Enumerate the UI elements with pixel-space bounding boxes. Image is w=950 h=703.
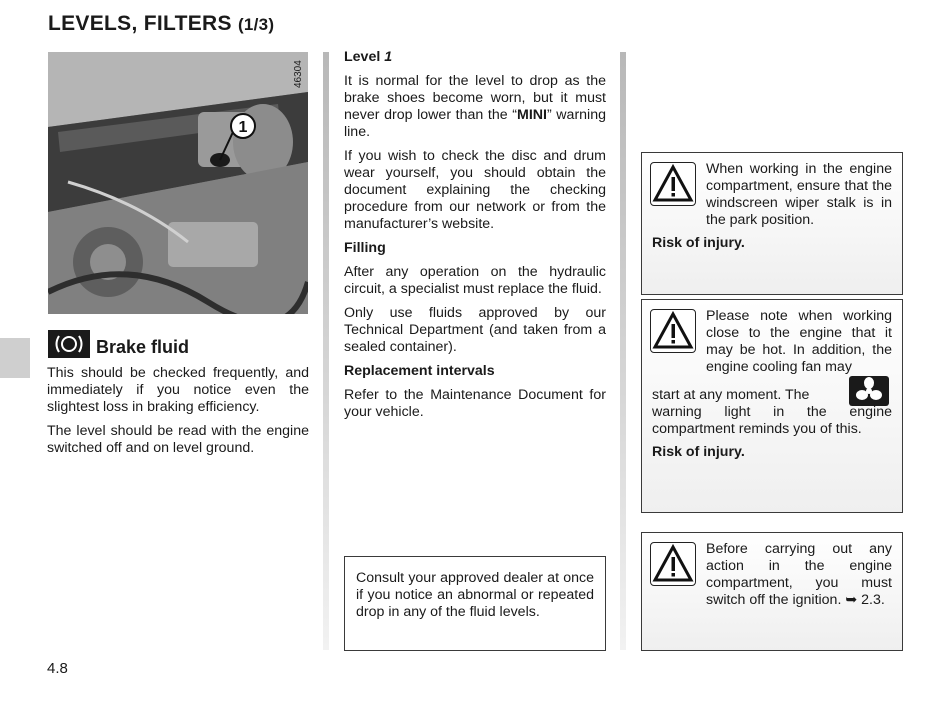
level-heading: Level 1 xyxy=(344,49,393,65)
engine-photo xyxy=(48,52,308,314)
chapter-tab xyxy=(0,338,30,378)
wear-check-text: If you wish to check the disc and drum wear yourself, you should obtain the document explaining the checking procedure from our network or from the manufacturer’s website. xyxy=(344,148,606,232)
filling-text: After any operation on the hydraulic circuit, a specialist must replace the fluid. xyxy=(344,264,606,297)
cooling-fan-icon xyxy=(849,376,889,406)
level-text: It is normal for the level to drop as the brake shoes become worn, but it must never drop lower than the “MINI” warning line. xyxy=(344,73,606,140)
warning-wiper-text: When working in the engine compartment, ensure that the windscreen wiper stalk is in the park position. xyxy=(706,161,892,228)
intervals-heading: Replacement intervals xyxy=(344,363,495,379)
dealer-note-text: Consult your approved dealer at once if you notice an abnormal or repeated drop in any of the fluid levels. xyxy=(356,570,594,620)
warning-box-wiper xyxy=(641,152,903,295)
page-title xyxy=(48,12,274,36)
warning-triangle-icon xyxy=(650,162,696,206)
figure-callout: 1 xyxy=(238,119,248,136)
section-heading: Brake fluid xyxy=(96,337,190,357)
filling-heading: Filling xyxy=(344,240,386,256)
warning-wiper-risk: Risk of injury. xyxy=(652,235,745,251)
brake-fluid-level-note: The level should be read with the engine switched off and on level ground. xyxy=(47,423,309,456)
warning-hot-text: Please note when working close to the engine that it may be hot. In addition, the engine cooling fan may xyxy=(706,308,892,375)
intervals-text: Refer to the Maintenance Document for your vehicle. xyxy=(344,387,606,420)
figure-number: 46304 xyxy=(293,60,304,88)
warning-box-hot-engine xyxy=(641,299,903,513)
dealer-note-box xyxy=(344,556,606,651)
title-suffix: (1/3) xyxy=(237,15,275,34)
column-divider-left xyxy=(323,52,329,650)
brake-warning-icon xyxy=(48,330,90,358)
warning-hot-risk: Risk of injury. xyxy=(652,444,745,460)
warning-triangle-icon xyxy=(650,542,696,586)
engine-photo-drawing xyxy=(48,52,308,314)
warning-triangle-icon xyxy=(650,309,696,353)
column-divider-right xyxy=(620,52,626,650)
page-number: 4.8 xyxy=(47,660,68,677)
warning-ignition-text: Before carrying out any action in the engine compartment, you must switch off the ignition. ➥ 2.3. xyxy=(706,541,892,608)
warning-box-ignition xyxy=(641,532,903,651)
brake-fluid-intro: This should be checked frequently, and immediately if you notice even the slightest loss in braking efficiency. xyxy=(47,365,309,415)
approved-fluids-text: Only use fluids approved by our Technical Department (and taken from a sealed container). xyxy=(344,305,606,355)
warning-hot-text-c: warning light in the engine compartment reminds you of this. xyxy=(652,404,892,437)
warning-hot-text-b: start at any moment. The xyxy=(652,387,810,403)
title-main: LEVELS, FILTERS xyxy=(48,12,232,35)
